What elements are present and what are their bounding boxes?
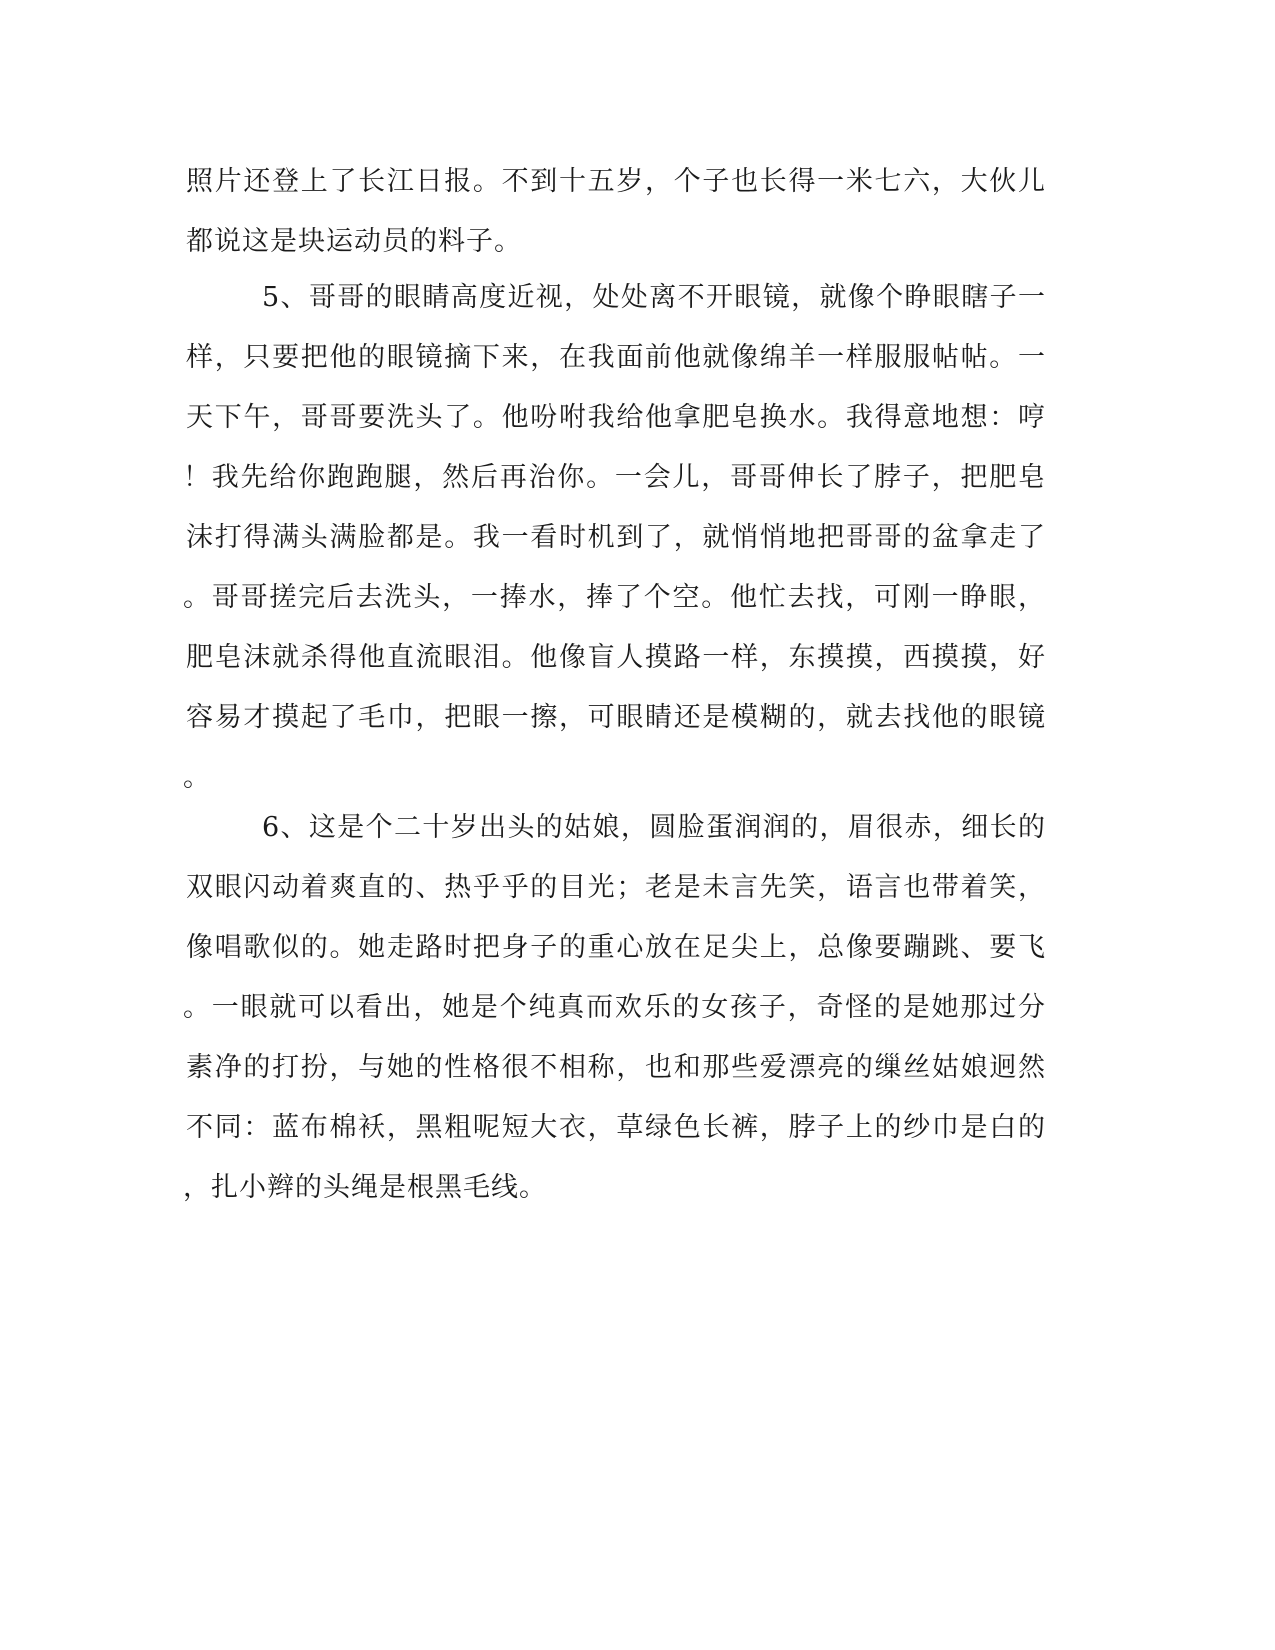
text-line: ！我先给你跑跑腿，然后再治你。一会儿，哥哥伸长了脖子，把肥皂 (183, 462, 1046, 493)
text-line: 双眼闪动着爽直的、热乎乎的目光；老是未言先笑，语言也带着笑， (186, 872, 1046, 903)
text-line: 样，只要把他的眼镜摘下来，在我面前他就像绵羊一样服服帖帖。一 (186, 342, 1046, 373)
text-line: 6、这是个二十岁出头的姑娘，圆脸蛋润润的，眉很赤，细长的 (262, 812, 1046, 843)
paragraph-5 (183, 268, 1046, 808)
text-line: 容易才摸起了毛巾，把眼一擦，可眼睛还是模糊的，就去找他的眼镜 (186, 702, 1046, 733)
text-line: 。一眼就可以看出，她是个纯真而欢乐的女孩子，奇怪的是她那过分 (183, 992, 1046, 1023)
text-line: 肥皂沫就杀得他直流眼泪。他像盲人摸路一样，东摸摸，西摸摸，好 (186, 642, 1046, 673)
text-line: 5、哥哥的眼睛高度近视，处处离不开眼镜，就像个睁眼瞎子一 (262, 282, 1046, 313)
text-line: 沫打得满头满脸都是。我一看时机到了，就悄悄地把哥哥的盆拿走了 (186, 522, 1046, 553)
paragraph-6 (183, 798, 1046, 1218)
text-line: 不同：蓝布棉袄，黑粗呢短大衣，草绿色长裤，脖子上的纱巾是白的 (186, 1112, 1046, 1143)
text-line: 都说这是块运动员的料子。 (186, 226, 522, 257)
text-line: 素净的打扮，与她的性格很不相称，也和那些爱漂亮的缫丝姑娘迥然 (186, 1052, 1046, 1083)
text-line: ，扎小辫的头绳是根黑毛线。 (183, 1172, 547, 1203)
text-line: 照片还登上了长江日报。不到十五岁，个子也长得一米七六，大伙儿 (186, 166, 1046, 197)
text-line: 天下午，哥哥要洗头了。他吩咐我给他拿肥皂换水。我得意地想：哼 (186, 402, 1046, 433)
text-line: 。哥哥搓完后去洗头，一捧水，捧了个空。他忙去找，可刚一睁眼， (183, 582, 1046, 613)
paragraph-4-continuation (186, 152, 1046, 272)
text-line: 像唱歌似的。她走路时把身子的重心放在足尖上，总像要蹦跳、要飞 (186, 932, 1046, 963)
text-line: 。 (183, 762, 211, 793)
